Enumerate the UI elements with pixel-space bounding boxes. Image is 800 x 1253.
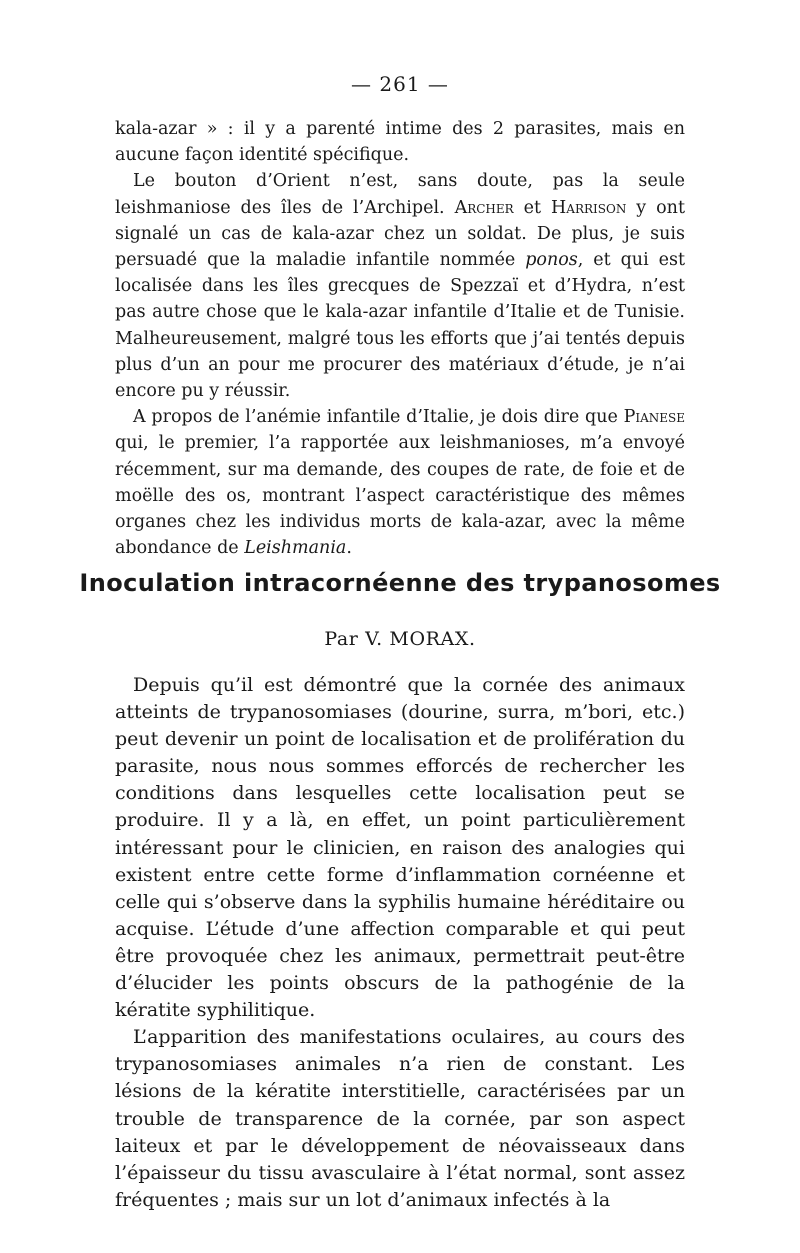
italic-term: Leishmania: [244, 538, 347, 559]
paragraph-text: et: [513, 197, 552, 218]
author-name: Archer: [454, 197, 514, 218]
paragraph-text: .: [346, 538, 352, 559]
paragraph: Depuis qu’il est démontré que la cornée des animaux atteints de trypanosomiases (dourine, surra, m’bori, etc.) peut devenir un point de localisation et de prolifération du parasite, nous nous sommes efforcés de rechercher les conditions dans lesquelles cette localisation peut se produire. Il y a là, en effet, un point particulièrement intéressant pour le clinicien, en raison des analogies qui existent entre cette forme d’inflammation cornéenne et celle qui s’observe dans la syphilis humaine héréditaire ou acquise. L’étude d’une affection comparable et qui peut être provoquée chez les animaux, permettrait peut-être d’élucider les points obscurs de la pathogénie de la kératite syphilitique.: [115, 674, 685, 1022]
article-body: [115, 672, 685, 1214]
page-number: — 261 —: [351, 72, 449, 96]
paragraph-text: A propos de l’anémie infantile d’Italie, je dois dire que: [133, 407, 624, 428]
author-name: Pianese: [623, 407, 685, 428]
paragraph: [115, 116, 685, 168]
paragraph: [115, 168, 685, 404]
author-name: Harrison: [551, 197, 627, 218]
paragraph-text: Le bouton d’Orient n’est, sans doute, pas la seule leishmaniose des îles de l’Archipel.: [115, 171, 685, 218]
italic-term: ponos: [525, 250, 578, 271]
paragraph-text: y ont signalé un cas de kala-azar chez un soldat. De plus, je suis persuadé que la maladie infantile nommée: [115, 197, 685, 271]
article-title: Inoculation intracornéenne des trypanosomes: [79, 569, 721, 597]
previous-article-text: [115, 116, 685, 561]
paragraph-text: , et qui est localisée dans les îles grecques de Spezzaï et d’Hydra, n’est pas autre chose que le kala-azar infantile d’Italie et de Tunisie. Malheureusement, malgré tous les efforts que j’ai tentés depuis plus d’un an pour me procurer des matériaux d’étude, je n’ai encore pu y réussir.: [115, 250, 685, 402]
paragraph: L’apparition des manifestations oculaires, au cours des trypanosomiases animales n’a rien de constant. Les lésions de la kératite interstitielle, caractérisées par un trouble de transparence de la cornée, par son aspect laiteux et par le développement de néovaisseaux dans l’épaisseur du tissu avasculaire à l’état normal, sont assez fréquentes ; mais sur un lot d’animaux infectés à la: [115, 1026, 685, 1211]
paragraph-text: kala-azar » : il y a parenté intime des 2 parasites, mais en aucune façon identité spécifique.: [115, 119, 685, 166]
article-byline: Par V. MORAX.: [324, 628, 476, 650]
paragraph-text: qui, le premier, l’a rapportée aux leishmanioses, m’a envoyé récemment, sur ma demande, des coupes de rate, de foie et de moëlle des os, montrant l’aspect caractéristique des mêmes organes chez les individus morts de kala-azar, avec la même abondance de: [115, 433, 685, 559]
paragraph: [115, 404, 685, 561]
